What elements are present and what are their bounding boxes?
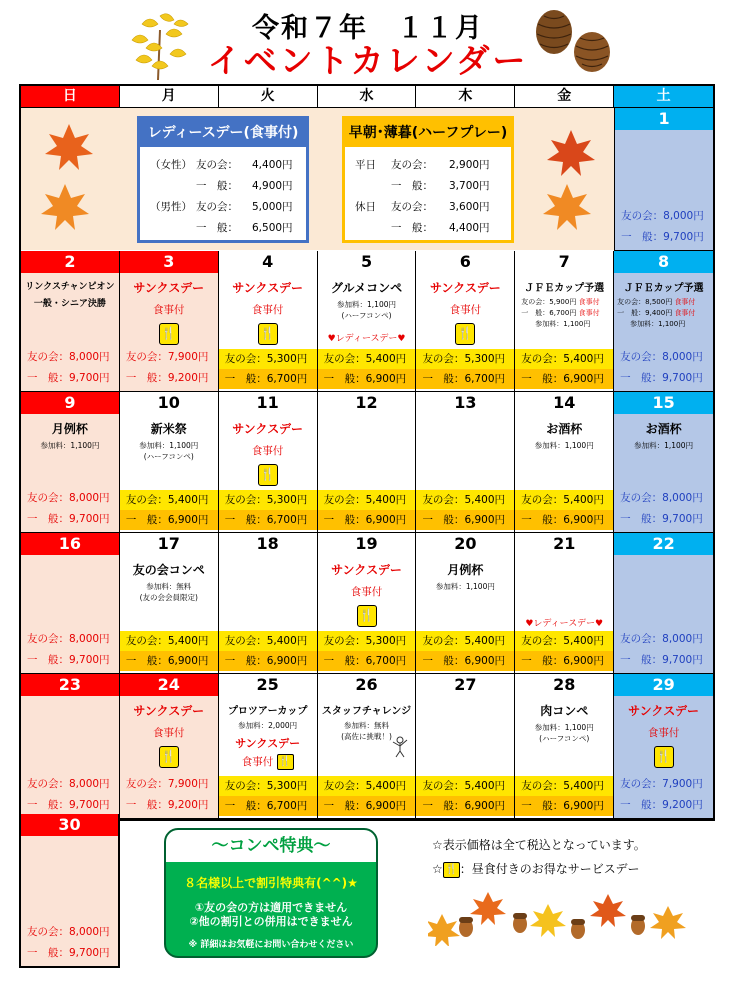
day-cell-6: 6 サンクスデー 食事付 🍴 友の会：5,300円 一 般：6,700円 (416, 251, 515, 392)
day-cell-26: 26 スタッフチャレンジ 参加料：無料 (高佐に挑戦！) 友の会：5,400円 一 般：6,900円 (318, 674, 417, 819)
fork-knife-icon: 🍴 (159, 746, 179, 768)
fork-knife-icon: 🍴 (159, 323, 179, 345)
fork-knife-icon: 🍴 (258, 464, 278, 486)
day-cell-5: 5 グルメコンペ 参加料：1,100円 (ハーフコンペ) ♥レディースデー♥ 友の会：5,400円 一 般：6,900円 (318, 251, 417, 392)
day-cell-12: 12 友の会：5,400円 一 般：6,900円 (318, 392, 417, 533)
tax-note: ☆表示価格は全て税込となっています。 (432, 838, 646, 852)
ladies-day-title: レディースデー(食事付) (140, 119, 306, 147)
thanks-day-label: サンクスデー (133, 281, 205, 295)
title-line1: 令和７年 １１月 (252, 13, 484, 44)
calendar-grid (19, 84, 715, 821)
day-cell-4: 4 サンクスデー 食事付 🍴 友の会：5,300円 一 般：6,700円 (219, 251, 318, 392)
morning-dusk-title: 早朝･薄暮(ハーフプレー) (345, 119, 511, 147)
day-cell-13: 13 友の会：5,400円 一 般：6,900円 (416, 392, 515, 533)
ginkgo-leaves-icon (122, 10, 194, 82)
day-cell-17: 17 友の会コンペ 参加料：無料 (友の会会員限定) 友の会：5,400円 一 般：6,900円 (120, 533, 219, 674)
fork-knife-icon: 🍴 (277, 754, 294, 770)
weekday-fri: 金 (515, 86, 614, 108)
ladies-line-1: （女性） 友の会： 4,400円 (150, 159, 293, 171)
day-cell-22: 22 友の会：8,000円 一 般：9,700円 (614, 533, 713, 674)
ladies-line-2: 一 般： 4,900円 (196, 180, 293, 192)
week-row-3 (21, 392, 713, 533)
golfer-icon (389, 736, 411, 758)
week-row-2 (21, 251, 713, 392)
day-cell-2: 2 リンクスチャンピオン 一般・シニア決勝 友の会：8,000円 一 般：9,700円 (21, 251, 120, 392)
ladies-line-3: （男性） 友の会： 5,000円 (150, 201, 293, 213)
day-cell-27: 27 友の会：5,400円 一 般：6,900円 (416, 674, 515, 819)
day-cell-24: 24 サンクスデー 食事付 🍴 友の会：7,900円 一 般：9,200円 (120, 674, 219, 819)
day-cell-10: 10 新米祭 参加料：1,100円 (ハーフコンペ) 友の会：5,400円 一 般：6,900円 (120, 392, 219, 533)
day-cell-29: 29 サンクスデー 食事付 🍴 友の会：7,900円 一 般：9,200円 (614, 674, 713, 819)
header (0, 0, 736, 80)
compe-benefits-title: ～コンペ特典～ (166, 830, 376, 862)
fork-knife-icon: 🍴 (357, 605, 377, 627)
autumn-leaves-acorns-icon (428, 884, 696, 946)
compe-benefits-box: ～コンペ特典～ ８名様以上で割引特典有(^^)★ ①友の会の方は適用できません ②他の割引との併用はできません ※ 詳細はお気軽にお問い合わせください (164, 828, 378, 958)
event-subtitle: 一般・シニア決勝 (33, 299, 106, 309)
day-cell-15: 15 お酒杯 参加料：1,100円 友の会：8,000円 一 般：9,700円 (614, 392, 713, 533)
weekday-thu: 木 (416, 86, 515, 108)
day-cell-1: 1 友の会：8,000円 一 般：9,700円 (614, 108, 713, 251)
weekday-header-row (21, 86, 713, 108)
day-cell-8: 8 ＪＦＥカップ予選 友の会：8,500円 食事付 一 般：9,400円 食事付 参加料：1,100円 友の会：8,000円 一 般：9,700円 (614, 251, 713, 392)
price-banner (21, 108, 618, 250)
title-line2: イベントカレンダー (207, 41, 529, 80)
day-cell-30: 30 友の会：8,000円 一 般：9,700円 (19, 814, 120, 968)
maple-leaf-icon (531, 126, 611, 241)
weekday-sun: 日 (21, 86, 120, 108)
week-row-4 (21, 533, 713, 674)
day-cell-25: 25 プロツアーカップ 参加料：2,000円 サンクスデー 食事付 🍴 友の会：5,300円 一 般：6,700円 (219, 674, 318, 819)
day-cell-21: 21 ♥レディースデー♥ 友の会：5,400円 一 般：6,900円 (515, 533, 614, 674)
day-cell-14: 14 お酒杯 参加料：1,100円 友の会：5,400円 一 般：6,900円 (515, 392, 614, 533)
morning-line-1: 平日 友の会： 2,900円 (355, 159, 490, 171)
weekday-mon: 月 (120, 86, 219, 108)
day-cell-3: 3 サンクスデー 食事付 🍴 友の会：7,900円 一 般：9,200円 (120, 251, 219, 392)
day-cell-11: 11 サンクスデー 食事付 🍴 友の会：5,300円 一 般：6,700円 (219, 392, 318, 533)
day-cell-9: 9 月例杯 参加料：1,100円 友の会：8,000円 一 般：9,700円 (21, 392, 120, 533)
morning-line-4: 一 般： 4,400円 (391, 222, 490, 234)
maple-leaf-icon (39, 118, 99, 238)
fork-knife-icon: 🍴 (455, 323, 475, 345)
day-cell-20: 20 月例杯 参加料：1,100円 友の会：5,400円 一 般：6,900円 (416, 533, 515, 674)
day-cell-7: 7 ＪＦＥカップ予選 友の会：5,900円 食事付 一 般：6,700円 食事付 参加料：1,100円 友の会：5,400円 一 般：6,900円 (515, 251, 614, 392)
morning-line-2: 一 般： 3,700円 (391, 180, 490, 192)
pinecone-icon (528, 6, 618, 76)
weekday-sat: 土 (614, 86, 713, 108)
weekday-wed: 水 (318, 86, 417, 108)
event-title: リンクスチャンピオン (25, 282, 115, 292)
day-cell-16: 16 友の会：8,000円 一 般：9,700円 (21, 533, 120, 674)
ladies-day-box (137, 116, 309, 243)
morning-line-3: 休日 友の会： 3,600円 (355, 201, 490, 213)
fork-knife-icon: 🍴 (258, 323, 278, 345)
weekday-tue: 火 (219, 86, 318, 108)
fork-knife-icon: 🍴 (443, 862, 460, 878)
day-number: 1 (615, 108, 713, 130)
week-row-5 (21, 674, 713, 819)
fork-knife-icon: 🍴 (654, 746, 674, 768)
morning-dusk-box (342, 116, 514, 243)
day-cell-28: 28 肉コンペ 参加料：1,100円 (ハーフコンペ) 友の会：5,400円 一 般：6,900円 (515, 674, 614, 819)
meal-legend: ☆ 🍴 ：昼食付きのお得なサービスデー (432, 862, 640, 876)
week-row-1 (21, 108, 713, 251)
day-cell-19: 19 サンクスデー 食事付 🍴 友の会：5,300円 一 般：6,700円 (318, 533, 417, 674)
day-cell-18: 18 友の会：5,400円 一 般：6,900円 (219, 533, 318, 674)
ladies-line-4: 一 般： 6,500円 (196, 222, 293, 234)
day-cell-23: 23 友の会：8,000円 一 般：9,700円 (21, 674, 120, 819)
